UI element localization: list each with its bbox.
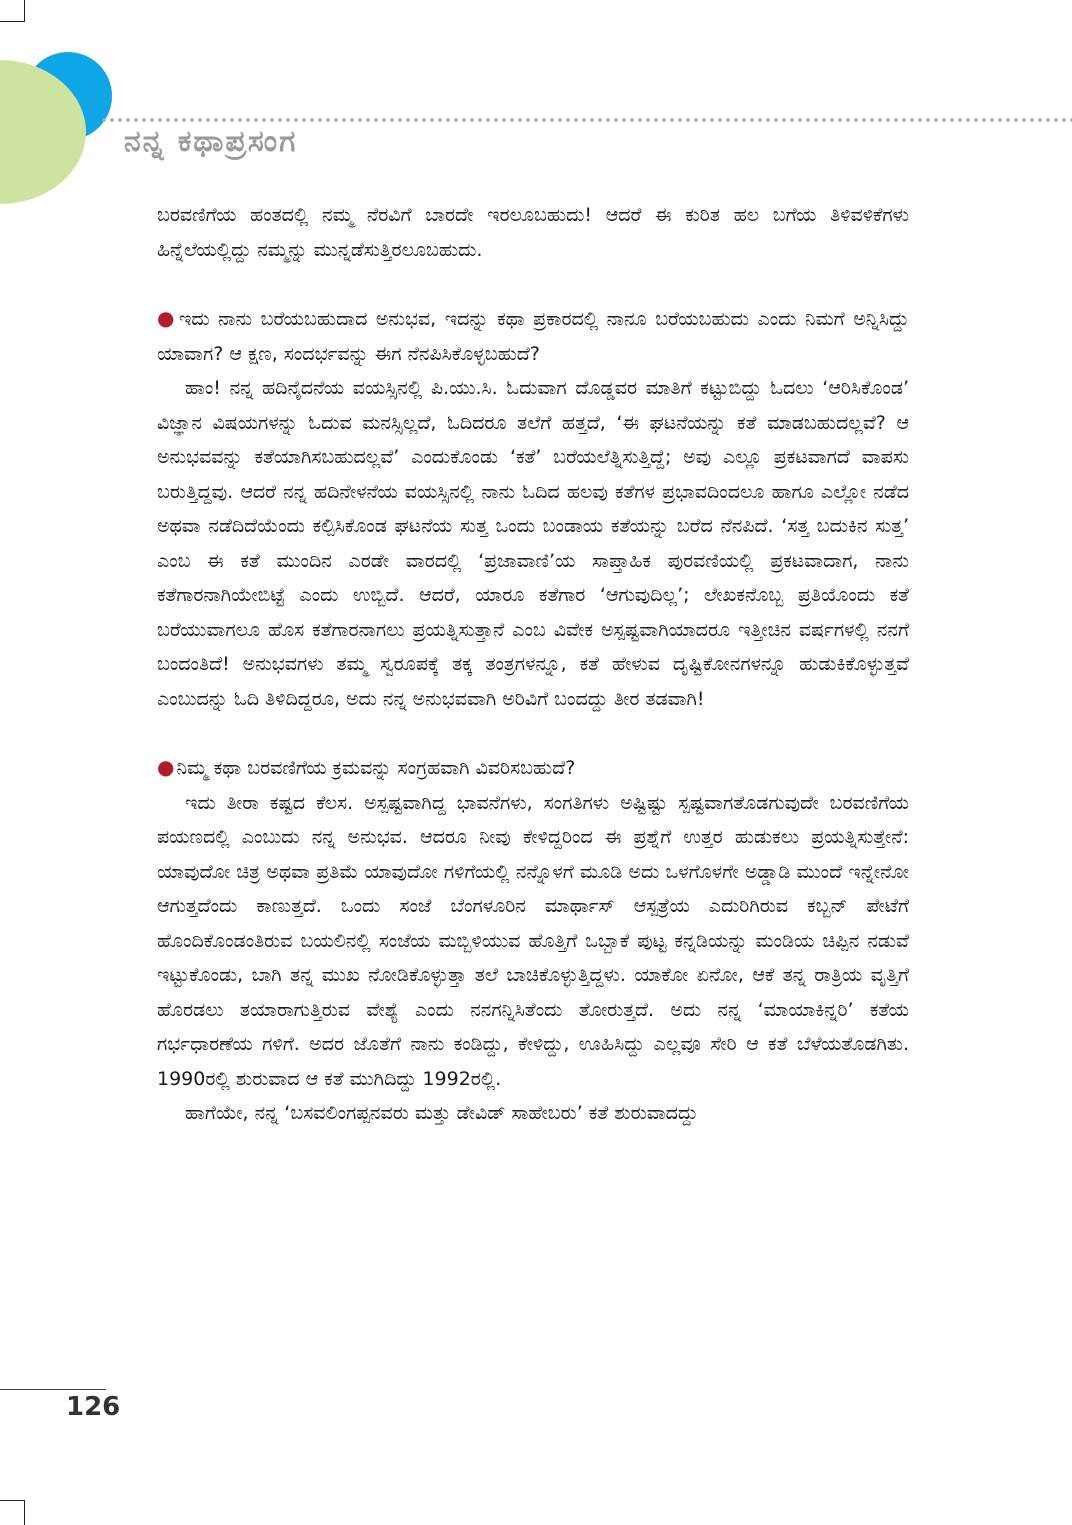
question-2 [157, 750, 909, 786]
crop-mark-top-left-h [0, 21, 24, 22]
answer-2: ಇದು ತೀರಾ ಕಷ್ಟದ ಕೆಲಸ. ಅಸ್ಪಷ್ಟವಾಗಿದ್ದ ಭಾವನೆಗಳು, ಸಂಗತಿಗಳು ಅಷ್ಟಿಷ್ಟು ಸ್ಪಷ್ಟವಾಗತೊಡಗುವುದೇ ಬರವಣಿಗೆಯ ಪಯಣದಲ್ಲಿ ಎಂಬುದು ನನ್ನ ಅನುಭವ. ಆದರೂ ನೀವು ಕೇಳಿದ್ದರಿಂದ ಈ ಪ್ರಶ್ನೆಗೆ ಉತ್ತರ ಹುಡುಕಲು ಪ್ರಯತ್ನಿಸುತ್ತೇನೆ: ಯಾವುದೋ ಚಿತ್ರ ಅಥವಾ ಪ್ರತಿಮೆ ಯಾವುದೋ ಗಳಿಗೆಯಲ್ಲಿ ನನ್ನೊಳಗೆ ಮೂಡಿ ಅದು ಒಳಗೊಳಗೇ ಅಡ್ಡಾಡಿ ಮುಂದೆ ಇನ್ನೇನೋ ಆಗುತ್ತದೆಂದು ಕಾಣುತ್ತದೆ. ಒಂದು ಸಂಜೆ ಬೆಂಗಳೂರಿನ ಮಾರ್ಥಾಸ್ ಆಸ್ಪತ್ರೆಯ ಎದುರಿಗಿರುವ ಕಬ್ಬನ್ ಪೇಟೆಗೆ ಹೊಂದಿಕೊಂಡಂತಿರುವ ಬಯಲಿನಲ್ಲಿ ಸಂಜೆಯ ಮಬ್ಬಿಳಿಯುವ ಹೊತ್ತಿಗೆ ಒಬ್ಬಾಕೆ ಪುಟ್ಟ ಕನ್ನಡಿಯನ್ನು ಮಂಡಿಯ ಚಿಪ್ಪಿನ ನಡುವೆ ಇಟ್ಟುಕೊಂಡು, ಬಾಗಿ ತನ್ನ ಮುಖ ನೋಡಿಕೊಳ್ಳುತ್ತಾ ತಲೆ ಬಾಚಿಕೊಳ್ಳುತ್ತಿದ್ದಳು. ಯಾಕೋ ಏನೋ, ಆಕೆ ತನ್ನ ರಾತ್ರಿಯ ವೃತ್ತಿಗೆ ಹೊರಡಲು ತಯಾರಾಗುತ್ತಿರುವ ವೇಶ್ಯೆ ಎಂದು ನನಗನ್ನಿಸಿತೆಂದು ತೋರುತ್ತದೆ. ಅದು ನನ್ನ ‘ಮಾಯಾಕಿನ್ನರಿ’ ಕತೆಯ ಗರ್ಭಧಾರಣೆಯ ಗಳಿಗೆ. ಅದರ ಜೊತೆಗೆ ನಾನು ಕಂಡಿದ್ದು, ಕೇಳಿದ್ದು, ಊಹಿಸಿದ್ದು ಎಲ್ಲವೂ ಸೇರಿ ಆ ಕತೆ ಬೆಳೆಯತೊಡಗಿತು. 1990ರಲ್ಲಿ ಶುರುವಾದ ಆ ಕತೆ ಮುಗಿದಿದ್ದು 1992ರಲ್ಲಿ. [157, 791, 909, 1090]
crop-mark-bottom-left-h [0, 1500, 24, 1501]
page-number: 126 [66, 1392, 121, 1422]
question-1-text: ಇದು ನಾನು ಬರೆಯಬಹುದಾದ ಅನುಭವ, ಇದನ್ನು ಕಥಾ ಪ್ರಕಾರದಲ್ಲಿ ನಾನೂ ಬರೆಯಬಹುದು ಎಂದು ನಿಮಗೆ ಅನ್ನಿಸಿದ್ದು ಯಾವಾಗ? ಆ ಕ್ಷಣ, ಸಂದರ್ಭವನ್ನು ಈಗ ನೆನಪಿಸಿಕೊಳ್ಳಬಹುದೆ? [157, 308, 910, 365]
answer-1: ಹಾಂ! ನನ್ನ ಹದಿನೈದನೆಯ ವಯಸ್ಸಿನಲ್ಲಿ ಪಿ.ಯು.ಸಿ. ಓದುವಾಗ ದೊಡ್ಡವರ ಮಾತಿಗೆ ಕಟ್ಟುಬಿದ್ದು ಓದಲು ‘ಆರಿಸಿಕೊಂಡ’ ವಿಜ್ಞಾನ ವಿಷಯಗಳನ್ನು ಓದುವ ಮನಸ್ಸಿಲ್ಲದೆ, ಓದಿದರೂ ತಲೆಗೆ ಹತ್ತದೆ, ‘ಈ ಘಟನೆಯನ್ನು ಕತೆ ಮಾಡಬಹುದಲ್ಲವೆ? ಆ ಅನುಭವವನ್ನು ಕತೆಯಾಗಿಸಬಹುದಲ್ಲವೆ’ ಎಂದುಕೊಂಡು ‘ಕತೆ’ ಬರೆಯಲೆತ್ನಿಸುತ್ತಿದ್ದೆ; ಅವು ಎಲ್ಲೂ ಪ್ರಕಟವಾಗದೆ ವಾಪಸು ಬರುತ್ತಿದ್ದವು. ಆದರೆ ನನ್ನ ಹದಿನೇಳನೆಯ ವಯಸ್ಸಿನಲ್ಲಿ ನಾನು ಓದಿದ ಹಲವು ಕತೆಗಳ ಪ್ರಭಾವದಿಂದಲೂ ಹಾಗೂ ಎಲ್ಲೋ ನಡೆದ ಅಥವಾ ನಡೆದಿದೆಯೆಂದು ಕಲ್ಪಿಸಿಕೊಂಡ ಘಟನೆಯ ಸುತ್ತ ಒಂದು ಬಂಡಾಯ ಕತೆಯನ್ನು ಬರೆದ ನೆನಪಿದೆ. ‘ಸತ್ತ ಬದುಕಿನ ಸುತ್ತ’ ಎಂಬ ಈ ಕತೆ ಮುಂದಿನ ಎರಡೇ ವಾರದಲ್ಲಿ ‘ಪ್ರಜಾವಾಣಿ’ಯ ಸಾಪ್ತಾಹಿಕ ಪುರವಣಿಯಲ್ಲಿ ಪ್ರಕಟವಾದಾಗ, ನಾನು ಕತೆಗಾರನಾಗಿಯೇಬಿಟ್ಟೆ ಎಂದು ಉಬ್ಬಿದೆ. ಆದರೆ, ಯಾರೂ ಕತೆಗಾರ ‘ಆಗುವುದಿಲ್ಲ’; ಲೇಖಕನೊಬ್ಬ ಪ್ರತಿಯೊಂದು ಕತೆ ಬರೆಯುವಾಗಲೂ ಹೊಸ ಕತೆಗಾರನಾಗಲು ಪ್ರಯತ್ನಿಸುತ್ತಾನೆ ಎಂಬ ವಿವೇಕ ಅಸ್ಪಷ್ಟವಾಗಿಯಾದರೂ ಇತ್ತೀಚಿನ ವರ್ಷಗಳಲ್ಲಿ ನನಗೆ ಬಂದಂತಿದೆ! ಅನುಭವಗಳು ತಮ್ಮ ಸ್ವರೂಪಕ್ಕೆ ತಕ್ಕ ತಂತ್ರಗಳನ್ನೂ, ಕತೆ ಹೇಳುವ ದೃಷ್ಟಿಕೋನಗಳನ್ನೂ ಹುಡುಕಿಕೊಳ್ಳುತ್ತವೆ ಎಂಬುದನ್ನು ಓದಿ ತಿಳಿದಿದ್ದರೂ, ಅದು ನನ್ನ ಅನುಭವವಾಗಿ ಅರಿವಿಗೆ ಬಂದದ್ದು ತೀರ ತಡವಾಗಿ! [157, 377, 909, 710]
footer-rule [0, 1389, 106, 1390]
bullet-icon: ● [157, 755, 175, 779]
page-content [157, 198, 909, 1131]
question-2-text: ನಿಮ್ಮ ಕಥಾ ಬರವಣಿಗೆಯ ಕ್ರಮವನ್ನು ಸಂಗ್ರಹವಾಗಿ ವಿವರಿಸಬಹುದೆ? [176, 757, 576, 779]
answer-2-continued: ಹಾಗೆಯೇ, ನನ್ನ ‘ಬಸವಲಿಂಗಪ್ಪನವರು ಮತ್ತು ಡೇವಿಡ್ ಸಾಹೇಬರು’ ಕತೆ ಶುರುವಾದದ್ದು [185, 1102, 698, 1124]
intro-paragraph: ಬರವಣಿಗೆಯ ಹಂತದಲ್ಲಿ ನಮ್ಮ ನೆರವಿಗೆ ಬಾರದೇ ಇರಲೂಬಹುದು! ಆದರೆ ಈ ಕುರಿತ ಹಲ ಬಗೆಯ ತಿಳಿವಳಿಕೆಗಳು ಹಿನ್ನೆಲೆಯಲ್ಲಿದ್ದು ನಮ್ಮನ್ನು ಮುನ್ನಡೆಸುತ್ತಿರಲೂಬಹುದು. [157, 204, 909, 261]
crop-mark-top-left [24, 0, 25, 22]
dotted-header-rule [100, 117, 1072, 123]
chapter-title: ನನ್ನ ಕಥಾಪ್ರಸಂಗ [124, 124, 298, 159]
question-1 [157, 301, 909, 371]
crop-mark-bottom-left [24, 1500, 25, 1525]
bullet-icon: ● [157, 306, 177, 330]
